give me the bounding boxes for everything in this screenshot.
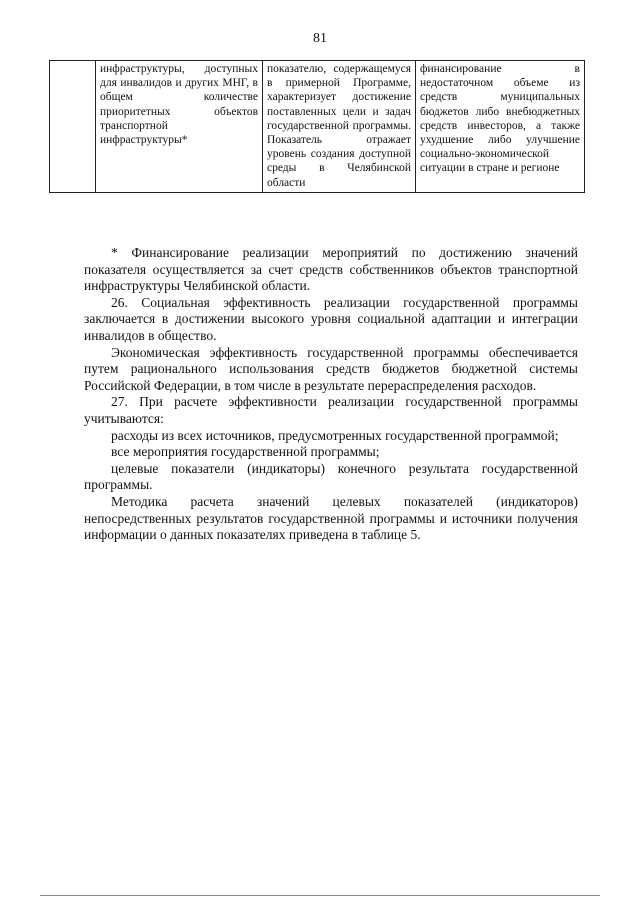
list-item-indicators: целевые показатели (индикаторы) конечного результата государственной программы. [84,460,578,493]
paragraph-27: 27. При расчете эффективности реализации государственной программы учитываются: [84,394,578,426]
page-number: 81 [313,31,327,46]
footnote: * Финансирование реализации мероприятий по достижению значений показателя осуществляется за счет средств собственников объектов транспортной инфраструктуры Челябинской области. [84,245,578,294]
table-cell-indicator: инфраструктуры, доступных для инвалидов и других МНГ, в общем количестве приоритетных объектов транспортной инфраструктуры* [96,61,263,193]
indicator-table [49,60,585,193]
paragraph-economic-efficiency: Экономическая эффективность государственной программы обеспечивается путем рационального использования средств бюджетов бюджетной системы Российской Федерации, в том числе в результате перераспределения расходов. [84,344,578,393]
paragraph-methodology: Методика расчета значений целевых показателей (индикаторов) непосредственных результатов государственной программы и источники получения информации о данных показателях приведена в таблице 5. [84,493,578,543]
page-bottom-rule [40,895,600,896]
paragraph-26: 26. Социальная эффективность реализации государственной программы заключается в достижении высокого уровня социальной адаптации и интеграции инвалидов в общество. [84,294,578,343]
table-cell-number [50,61,96,193]
list-item-expenses: расходы из всех источников, предусмотренных государственной программой; [111,427,559,443]
table-row [50,61,585,193]
list-item-activities: все мероприятия государственной программы; [111,444,380,460]
table-cell-risks: финансирование в недостаточном объеме из средств муниципальных бюджетов либо внебюджетных средств инвесторов, а также ухудшение либо улучшение социально-экономической ситуации в стране и регионе [416,61,585,193]
document-body [84,245,578,544]
table-cell-description: показателю, содержащемуся в примерной Программе, характеризует достижение поставленных цели и задач государственной программы. Показатель отражает уровень создания доступной среды в Челябинской области [263,61,416,193]
